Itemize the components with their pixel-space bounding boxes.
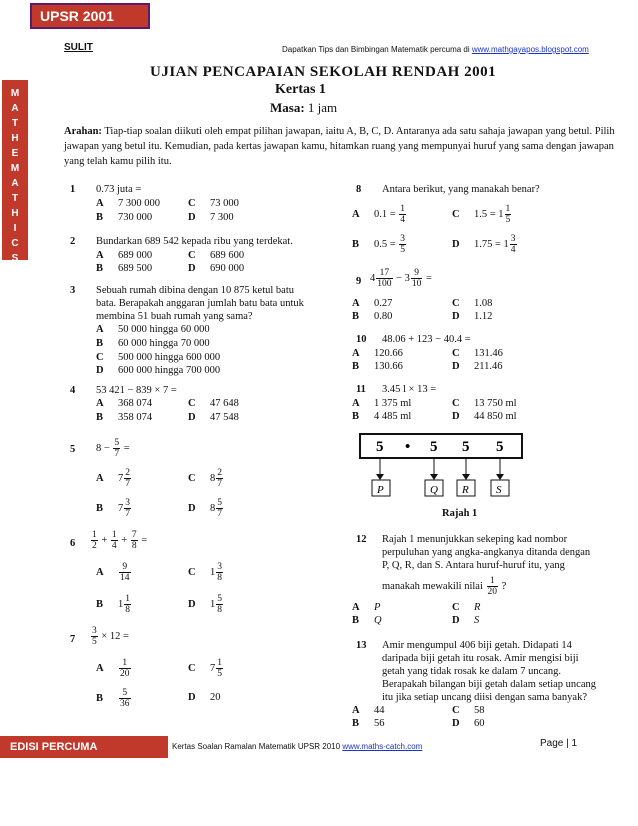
option-c[interactable]: C 8 $\frac{2}{7}$ bbox=[188, 468, 222, 489]
time-allowed bbox=[270, 100, 337, 116]
question-number: 6 bbox=[70, 538, 76, 549]
side-letter: M bbox=[10, 163, 20, 174]
option-c[interactable]: C 1.08 bbox=[452, 298, 493, 309]
card-digit: 5 bbox=[462, 439, 470, 455]
option-b[interactable]: B 4 485 ml bbox=[352, 411, 412, 422]
side-letter: H bbox=[11, 208, 19, 219]
question-number: 9 bbox=[356, 276, 362, 287]
card-decimal-point: • bbox=[405, 439, 411, 455]
option-a[interactable]: A 689 000 bbox=[96, 250, 153, 261]
side-letter: H bbox=[11, 133, 19, 144]
header-note bbox=[282, 45, 589, 54]
instructions-text: Tiap-tiap soalan diikuti oleh empat pilihan jawapan, iaitu A, B, C, D. Antaranya ada satu sahaja jawapan yang betul. Pilih jawapan yang betul itu. Kemudian, pada kertas jawapan kamu, hitamkan ruang yang mempunyai huruf yang sama dengan jawapan yang telah kamu pilih itu. bbox=[64, 126, 615, 167]
question-text-line: membina 51 buah rumah yang sama? bbox=[96, 311, 253, 322]
footer-site-link[interactable]: www.maths-catch.com bbox=[342, 742, 423, 751]
option-b[interactable]: B 130.66 bbox=[352, 361, 403, 372]
option-c[interactable]: C R bbox=[452, 602, 481, 613]
option-a[interactable]: A 50 000 hingga 60 000 bbox=[96, 324, 210, 335]
side-letter: T bbox=[11, 118, 19, 129]
option-c[interactable]: C 1 $\frac{3}{8}$ bbox=[188, 562, 222, 583]
question-number: 13 bbox=[356, 640, 367, 651]
question-text-line: daripada biji getah itu rosak. Amir mengisi biji bbox=[382, 653, 579, 664]
instructions bbox=[64, 124, 624, 169]
option-a[interactable]: A $\frac{9}{14}$ bbox=[96, 562, 130, 583]
option-c[interactable]: C 47 648 bbox=[188, 398, 239, 409]
option-c[interactable]: C 500 000 hingga 600 000 bbox=[96, 352, 221, 363]
question-number: 12 bbox=[356, 534, 367, 545]
option-d[interactable]: D S bbox=[452, 615, 480, 626]
header-blog-link[interactable]: www.mathgayapos.blogspot.com bbox=[471, 45, 589, 54]
footer-note-text: Kertas Soalan Ramalan Matematik UPSR 2010 bbox=[172, 742, 343, 751]
question-text-line: P, Q, R, dan S. Antara huruf-huruf itu, yang bbox=[382, 560, 565, 571]
card-digit: 5 bbox=[376, 439, 384, 455]
option-d[interactable]: D 47 548 bbox=[188, 412, 239, 423]
option-a[interactable]: A 368 074 bbox=[96, 398, 153, 409]
fraction: $\frac{5}{7}$ bbox=[114, 438, 120, 459]
question-text-line: Amir mengumpul 406 biji getah. Didapati 14 bbox=[382, 640, 572, 651]
card-digit: 5 bbox=[496, 439, 504, 455]
option-d[interactable]: D 20 bbox=[188, 692, 221, 703]
instructions-label: Arahan: bbox=[64, 126, 102, 137]
option-d[interactable]: D 211.46 bbox=[452, 361, 503, 372]
question-text: Bundarkan 689 542 kepada ribu yang terdekat. bbox=[96, 236, 293, 247]
footer-note bbox=[172, 742, 422, 751]
option-d[interactable]: D 60 bbox=[452, 718, 485, 729]
option-b[interactable]: B 60 000 hingga 70 000 bbox=[96, 338, 210, 349]
side-letter: A bbox=[11, 178, 19, 189]
question-number: 10 bbox=[356, 334, 367, 345]
option-a[interactable]: A 1 375 ml bbox=[352, 398, 412, 409]
option-c[interactable]: C 689 600 bbox=[188, 250, 245, 261]
header-note-text: Dapatkan Tips dan Bimbingan Matematik percuma di bbox=[282, 45, 472, 54]
option-d[interactable]: D 44 850 ml bbox=[452, 411, 517, 422]
question-text: 53 421 − 839 × 7 = bbox=[96, 385, 177, 396]
question-expression: 8 − $\frac{5}{7}$ = bbox=[96, 438, 130, 459]
option-b[interactable]: B 730 000 bbox=[96, 212, 153, 223]
side-strip-mathematics bbox=[2, 80, 28, 264]
option-c[interactable]: C 131.46 bbox=[452, 348, 503, 359]
option-d[interactable]: D 8 $\frac{5}{7}$ bbox=[188, 498, 222, 519]
option-a[interactable]: A 7 $\frac{2}{7}$ bbox=[96, 468, 130, 489]
arrowhead bbox=[462, 474, 470, 480]
question-number: 3 bbox=[70, 285, 76, 296]
label-r: R bbox=[462, 484, 469, 496]
time-value: 1 jam bbox=[307, 100, 338, 115]
side-letter: C bbox=[11, 238, 19, 249]
option-d[interactable]: D 690 000 bbox=[188, 263, 245, 274]
option-d[interactable]: D 600 000 hingga 700 000 bbox=[96, 365, 221, 376]
sulit-label: SULIT bbox=[64, 42, 93, 53]
question-expression: $\frac{3}{5}$ × 12 = bbox=[92, 626, 129, 647]
option-a[interactable]: A 0.27 bbox=[352, 298, 393, 309]
question-text: 48.06 + 123 − 40.4 = bbox=[382, 334, 471, 345]
option-c[interactable]: C 1.5 = 1 $\frac{1}{5}$ bbox=[452, 204, 511, 225]
option-c[interactable]: C 7 $\frac{1}{5}$ bbox=[188, 658, 222, 679]
diagram-title: Rajah 1 bbox=[442, 508, 478, 519]
label-p: P bbox=[377, 484, 384, 496]
page-number: Page | 1 bbox=[540, 738, 578, 749]
side-letter: I bbox=[13, 223, 17, 234]
question-text-line: Rajah 1 menunjukkan sekeping kad nombor bbox=[382, 534, 568, 545]
arrowhead bbox=[496, 474, 504, 480]
question-number: 2 bbox=[70, 236, 76, 247]
option-c[interactable]: C 73 000 bbox=[188, 198, 239, 209]
question-number: 11 bbox=[356, 384, 366, 395]
option-b[interactable]: B 0.80 bbox=[352, 311, 393, 322]
question-text: Antara berikut, yang manakah benar? bbox=[382, 184, 540, 195]
question-text-line: itu jika setiap uncang diisi dengan sama banyak? bbox=[382, 692, 587, 703]
option-d[interactable]: D 7 300 bbox=[188, 212, 234, 223]
side-letter: A bbox=[11, 103, 19, 114]
question-number: 7 bbox=[70, 634, 76, 645]
arrowhead bbox=[430, 474, 438, 480]
option-a[interactable]: A P bbox=[352, 602, 381, 613]
question-number: 5 bbox=[70, 444, 76, 455]
option-a[interactable]: A 120.66 bbox=[352, 348, 403, 359]
option-c[interactable]: C 13 750 ml bbox=[452, 398, 517, 409]
option-d[interactable]: D 1.75 = 1 $\frac{3}{4}$ bbox=[452, 234, 516, 255]
option-b[interactable]: B 358 074 bbox=[96, 412, 153, 423]
option-a[interactable]: A 44 bbox=[352, 705, 385, 716]
side-letter: S bbox=[11, 253, 19, 264]
question-text: 0.73 juta = bbox=[96, 184, 142, 195]
option-b[interactable]: B 56 bbox=[352, 718, 385, 729]
question-number: 1 bbox=[70, 184, 76, 195]
option-d[interactable]: D 1 $\frac{5}{8}$ bbox=[188, 594, 222, 615]
question-text-line: Sebuah rumah dibina dengan 10 875 ketul batu bbox=[96, 285, 294, 296]
time-label: Masa: bbox=[270, 100, 305, 115]
free-edition-banner: EDISI PERCUMA bbox=[0, 736, 168, 758]
question-text-line: bata. Berapakah anggaran jumlah batu bata untuk bbox=[96, 298, 304, 309]
question-expression: $\frac{1}{2}$ + $\frac{1}{4}$ + $\frac{7}{8}$ = bbox=[92, 530, 148, 551]
question-text-line: manakah mewakili nilai $\frac{1}{20}$ ? bbox=[382, 576, 507, 597]
arrowhead bbox=[376, 474, 384, 480]
question-text: 3.45 l × 13 = bbox=[382, 384, 437, 395]
option-b[interactable]: B 0.5 = $\frac{3}{5}$ bbox=[352, 234, 406, 255]
number-card-diagram bbox=[352, 432, 532, 508]
question-text-line: perpuluhan yang angka-angkanya ditanda dengan bbox=[382, 547, 591, 558]
label-s: S bbox=[496, 484, 502, 496]
question-expression: 4 $\frac{17}{100}$ − 3 $\frac{9}{10}$ = bbox=[370, 268, 432, 289]
option-c[interactable]: C 58 bbox=[452, 705, 485, 716]
option-b[interactable]: B 689 500 bbox=[96, 263, 153, 274]
side-letter: T bbox=[11, 193, 19, 204]
option-a[interactable]: A 0.1 = $\frac{1}{4}$ bbox=[352, 204, 406, 225]
option-a[interactable]: A 7 300 000 bbox=[96, 198, 160, 209]
question-text-line: Berapakah bilangan biji getah dalam setiap uncang bbox=[382, 679, 597, 690]
option-b[interactable]: B 1 $\frac{1}{8}$ bbox=[96, 594, 130, 615]
question-number: 4 bbox=[70, 385, 76, 396]
option-a[interactable]: A $\frac{1}{20}$ bbox=[96, 658, 130, 679]
card-digit: 5 bbox=[430, 439, 438, 455]
upsr-year-badge: UPSR 2001 bbox=[30, 3, 150, 29]
option-d[interactable]: D 1.12 bbox=[452, 311, 493, 322]
label-q: Q bbox=[430, 484, 438, 496]
question-number: 8 bbox=[356, 184, 362, 195]
option-b[interactable]: B Q bbox=[352, 615, 382, 626]
side-letter: E bbox=[11, 148, 19, 159]
question-text-line: getah yang tidak rosak ke dalam 7 uncang. bbox=[382, 666, 562, 677]
side-letter: M bbox=[10, 88, 20, 99]
option-b[interactable]: B 7 $\frac{3}{7}$ bbox=[96, 498, 130, 519]
paper-title: Kertas 1 bbox=[275, 82, 326, 97]
exam-title: UJIAN PENCAPAIAN SEKOLAH RENDAH 2001 bbox=[150, 64, 497, 80]
option-b[interactable]: B $\frac{5}{36}$ bbox=[96, 688, 130, 709]
